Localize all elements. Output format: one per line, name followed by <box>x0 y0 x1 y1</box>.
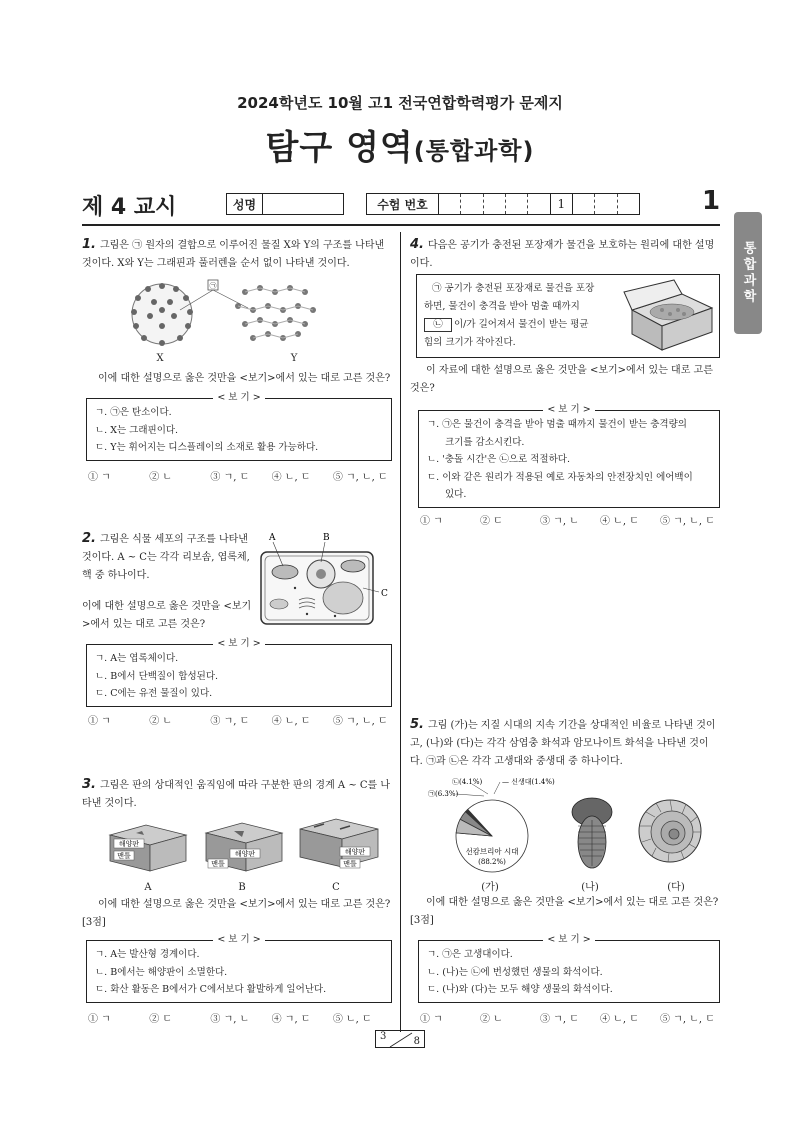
bogi-item: ㄷ. C에는 유전 물질이 있다. <box>95 688 213 699</box>
id-cell[interactable] <box>573 194 595 214</box>
column-divider <box>400 232 401 1032</box>
answer-choice[interactable]: ④ ㄱ, ㄷ <box>271 1014 311 1025</box>
header-divider <box>82 224 720 226</box>
answer-choice[interactable]: ③ ㄱ, ㄷ <box>210 716 250 727</box>
answer-choice[interactable]: ⑤ ㄱ, ㄴ, ㄷ <box>332 472 388 483</box>
id-cell[interactable] <box>528 194 550 214</box>
bogi-item: ㄱ. ㉠은 탄소이다. <box>95 407 172 418</box>
answer-choice[interactable]: ⑤ ㄱ, ㄴ, ㄷ <box>332 716 388 727</box>
question-5-bogi-box <box>418 934 720 1003</box>
answer-choice[interactable]: ④ ㄴ, ㄷ <box>600 516 639 527</box>
answer-choice[interactable]: ② ㄴ <box>480 1014 503 1025</box>
pie-slice-label-mesozoic: ㉡(4.1%) <box>452 778 483 786</box>
figure-label-ga: (가) <box>481 882 499 893</box>
answer-choice[interactable]: ⑤ ㄴ, ㄷ <box>332 1014 372 1025</box>
question-1-text <box>82 236 392 273</box>
passage-line <box>424 316 620 334</box>
mantle-label: 맨틀 <box>117 852 131 860</box>
bogi-item: ㄴ. '충돌 시간'은 ㉡으로 적절하다. <box>427 454 570 465</box>
question-4-number: 4. <box>410 237 424 252</box>
trilobite-fossil-image <box>566 794 618 872</box>
bogi-item: ㄴ. X는 그래핀이다. <box>95 424 179 436</box>
question-2-prompt: 이에 대한 설명으로 옳은 것만을 <보기>에서 있는 대로 고른 것은? <box>82 601 252 630</box>
bogi-item: ㄷ. 이와 같은 원리가 적용된 예로 자동차의 안전장치인 에어백이 <box>427 471 693 483</box>
bogi-item: ㄷ. 화산 활동은 B에서가 C에서보다 활발하게 일어난다. <box>95 984 327 995</box>
pie-slice-value-precambrian: (88.2%) <box>478 858 506 866</box>
question-3-body: 그림은 판의 상대적인 움직임에 따라 구분한 판의 경계 A ~ C를 나타낸 것이다. <box>82 780 391 809</box>
question-1-body: 그림은 ㉠ 원자의 결합으로 이루어진 물질 X와 Y의 구조를 나타낸 것이다. X와 Y는 그래핀과 풀러렌을 순서 없이 나타낸 것이다. <box>82 240 385 269</box>
answer-choice[interactable]: ④ ㄴ, ㄷ <box>271 716 311 727</box>
question-4-passage <box>424 280 620 352</box>
bogi-item: 크기를 감소시킨다. <box>445 436 525 448</box>
name-label: 성명 <box>227 194 263 214</box>
answer-choice[interactable]: ① ㄱ <box>420 516 443 527</box>
graphene-fullerene-figure <box>120 280 350 350</box>
question-4-choices <box>420 512 720 527</box>
pie-slice-label-paleozoic: ㉠(6.3%) <box>428 790 459 798</box>
id-box[interactable] <box>366 193 640 215</box>
question-1-bogi-box <box>86 392 392 461</box>
passage-line: 하면, 물건이 충격을 받아 멈출 때까지 <box>424 301 580 312</box>
question-3-bogi-box <box>86 934 392 1003</box>
name-field[interactable] <box>263 194 343 214</box>
id-cell[interactable] <box>506 194 528 214</box>
answer-choice[interactable]: ⑤ ㄱ, ㄴ, ㄷ <box>660 516 715 527</box>
ocean-plate-label: 해양판 <box>234 850 256 858</box>
question-5-prompt: 이에 대한 설명으로 옳은 것만을 <보기>에서 있는 대로 고른 것은? [3점] <box>410 897 719 926</box>
bogi-title: < 보 기 > <box>213 392 264 403</box>
cell-label-a: A <box>269 533 276 543</box>
subject-title <box>0 120 800 169</box>
answer-choice[interactable]: ① ㄱ <box>88 716 111 727</box>
bogi-item: ㄱ. ㉠은 물건이 충격을 받아 멈출 때까지 물건이 받는 충격량의 <box>427 419 687 430</box>
cell-label-b: B <box>323 533 330 543</box>
figure-label-da: (다) <box>667 882 685 893</box>
label-x: X <box>156 353 164 364</box>
id-label: 수험 번호 <box>367 194 439 214</box>
question-2-bogi-box <box>86 638 392 707</box>
page-number: 1 <box>702 186 721 216</box>
question-2-body: 그림은 식물 세포의 구조를 나타낸 것이다. A ~ C는 각각 리보솜, 엽록체, 핵 중 하나이다. <box>82 534 250 581</box>
bogi-item: ㄴ. B에서 단백질이 합성된다. <box>95 670 219 682</box>
boundary-label-c: C <box>332 882 340 893</box>
answer-choice[interactable]: ④ ㄴ, ㄷ <box>600 1014 639 1025</box>
passage-line: ㉠ 공기가 충전된 포장재로 물건을 포장 <box>432 283 595 294</box>
plant-cell-figure <box>255 530 395 630</box>
question-4-bogi-box <box>418 404 720 508</box>
name-box[interactable] <box>226 193 344 215</box>
bogi-item: ㄴ. (나)는 ㉡에 번성했던 생물의 화석이다. <box>427 966 603 978</box>
exam-title: 2024학년도 10월 고1 전국연합학력평가 문제지 <box>237 94 563 112</box>
ocean-plate-label: 해양판 <box>118 840 140 848</box>
question-3-number: 3. <box>82 777 96 792</box>
bogi-title: < 보 기 > <box>213 638 264 649</box>
question-3-choices <box>88 1010 394 1025</box>
mantle-label: 맨틀 <box>343 860 357 868</box>
answer-choice[interactable]: ③ ㄱ, ㄷ <box>540 1014 579 1025</box>
question-4-body: 다음은 공기가 충전된 포장재가 물건을 보호하는 원리에 대한 설명이다. <box>410 240 715 269</box>
id-cell[interactable] <box>595 194 617 214</box>
bogi-title: < 보 기 > <box>543 404 594 415</box>
bogi-item: ㄷ. (나)와 (다)는 모두 해양 생물의 화석이다. <box>427 984 613 995</box>
mantle-label: 맨틀 <box>211 860 225 868</box>
subject-sub: (통합과학) <box>413 137 535 165</box>
answer-choice[interactable]: ③ ㄱ, ㄴ <box>210 1014 250 1025</box>
pie-slice-label-cenozoic: — 신생대(1.4%) <box>502 778 555 786</box>
period-label: 제 4 교시 <box>82 195 177 220</box>
plate-boundary-a <box>110 825 186 871</box>
ocean-plate-label: 해양판 <box>344 848 366 856</box>
answer-choice[interactable]: ① ㄱ <box>88 472 111 483</box>
question-4-text <box>410 236 720 273</box>
question-4-prompt: 이 자료에 대한 설명으로 옳은 것만을 <보기>에서 있는 대로 고른 것은? <box>410 365 713 394</box>
label-y: Y <box>290 353 298 364</box>
page-indicator <box>375 1030 425 1048</box>
id-cell-fixed: 1 <box>551 194 573 214</box>
answer-choice[interactable]: ① ㄱ <box>88 1014 111 1025</box>
plate-boundary-b <box>206 823 282 871</box>
answer-choice[interactable]: ③ ㄱ, ㄴ <box>540 516 579 527</box>
question-5-text <box>410 716 720 771</box>
answer-choice[interactable]: ② ㄴ <box>149 472 173 483</box>
bogi-item: ㄱ. A는 엽록체이다. <box>95 653 179 664</box>
question-2-text <box>82 530 252 585</box>
bogi-item: ㄴ. B에서는 해양판이 소멸한다. <box>95 966 228 978</box>
id-cell[interactable] <box>461 194 483 214</box>
page-total: 8 <box>413 1036 420 1047</box>
bogi-item: ㄷ. Y는 휘어지는 디스플레이의 소재로 활용 가능하다. <box>95 442 319 453</box>
plate-boundary-figure <box>108 815 388 880</box>
graphene-structure <box>235 285 316 341</box>
boundary-label-a: A <box>144 882 152 893</box>
passage-text: 이/가 길어져서 물건이 받는 평균 <box>454 319 589 330</box>
answer-choice[interactable]: ② ㄴ <box>149 716 173 727</box>
plate-boundary-c <box>300 819 378 868</box>
blank-box: ㉡ <box>424 318 452 332</box>
question-1-number: 1. <box>82 237 96 252</box>
question-5-choices <box>420 1010 720 1025</box>
answer-choice[interactable]: ③ ㄱ, ㄷ <box>210 472 250 483</box>
subject-main: 탐구 영역 <box>265 128 414 168</box>
boundary-label-b: B <box>238 882 246 893</box>
answer-choice[interactable]: ① ㄱ <box>420 1014 443 1025</box>
figure-label-na: (나) <box>581 882 599 893</box>
side-subject-tab: 통합과학 <box>734 212 762 334</box>
question-5-body: 그림 (가)는 지질 시대의 지속 기간을 상대적인 비율로 나타낸 것이고, (나)와 (다)는 각각 삼엽충 화석과 암모나이트 화석을 나타낸 것이다. ㉠과 ㉡은 각각 고생대와 중생대 중 하나이다. <box>410 720 716 767</box>
question-2-choices <box>88 712 394 727</box>
figure-marker-label: ㉠ <box>209 282 217 290</box>
bogi-title: < 보 기 > <box>213 934 264 945</box>
bogi-item: 있다. <box>445 489 467 500</box>
cell-label-c: C <box>381 589 388 599</box>
ammonite-fossil-image <box>636 796 704 866</box>
answer-choice[interactable]: ⑤ ㄱ, ㄴ, ㄷ <box>660 1014 715 1025</box>
answer-choice[interactable]: ② ㄷ <box>149 1014 173 1025</box>
bogi-item: ㄱ. ㉠은 고생대이다. <box>427 949 513 960</box>
answer-choice[interactable]: ④ ㄴ, ㄷ <box>271 472 311 483</box>
page-current: 3 <box>380 1031 387 1042</box>
question-2-number: 2. <box>82 531 96 546</box>
pie-slice-label-precambrian: 선캄브리아 시대 <box>465 847 519 856</box>
question-1-prompt: 이에 대한 설명으로 옳은 것만을 <보기>에서 있는 대로 고른 것은? <box>98 373 391 384</box>
package-box-image <box>622 280 716 352</box>
geologic-time-pie-chart <box>418 772 555 872</box>
passage-line: 힘의 크기가 작아진다. <box>424 337 516 348</box>
question-3-prompt: 이에 대한 설명으로 옳은 것만을 <보기>에서 있는 대로 고른 것은? [3점] <box>82 899 391 928</box>
id-cell[interactable] <box>618 194 639 214</box>
fullerene-structure <box>131 283 193 346</box>
answer-choice[interactable]: ② ㄷ <box>480 516 503 527</box>
question-5-number: 5. <box>410 717 424 732</box>
id-cell[interactable] <box>439 194 461 214</box>
question-3-text <box>82 776 392 813</box>
question-1-choices <box>88 468 394 483</box>
id-cell[interactable] <box>484 194 506 214</box>
bogi-title: < 보 기 > <box>543 934 594 945</box>
bogi-item: ㄱ. A는 발산형 경계이다. <box>95 949 200 960</box>
